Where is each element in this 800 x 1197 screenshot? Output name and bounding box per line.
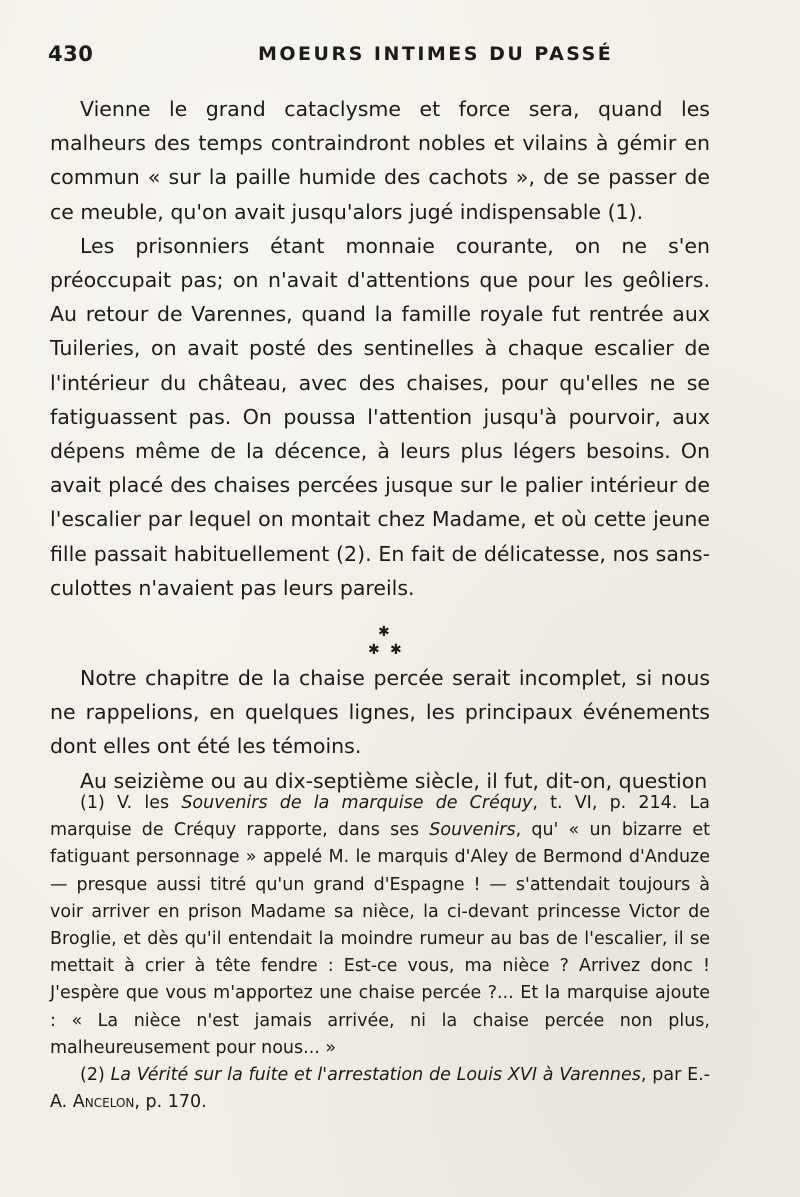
paragraph-3: Notre chapitre de la chaise percée serait incomplet, si nous ne rappelions, en quelques lignes, les principaux événements dont elles ont été les témoins.	[50, 666, 710, 759]
paragraph-1: Vienne le grand cataclysme et force sera, quand les malheurs des temps contraindront nobles et vilains à gémir en commun « sur la paille humide des cachots », de se passer de ce meuble, qu'on avait jusqu'alors jugé indispensable (1).	[50, 97, 710, 224]
footnote-2-text: , p. 170.	[134, 1092, 207, 1113]
footnote-1-mid: , t. VI, p. 214. La marquise de Créquy rapporte, dans ses	[50, 793, 711, 841]
asterism-star: ✱	[390, 642, 402, 659]
footnote-1-title2: Souvenirs	[429, 820, 516, 841]
footnote-2-title: La Vérité sur la fuite et l'arrestation de Louis XVI à Varennes	[110, 1065, 641, 1086]
asterism-star: ✱	[378, 624, 390, 641]
asterism-star: ✱	[368, 642, 380, 659]
main-text	[50, 92, 710, 798]
running-title: MOEURS INTIMES DU PASSÉ	[258, 43, 614, 65]
footnotes	[50, 790, 710, 1116]
footnote-2-mid: , par	[640, 1065, 688, 1086]
footnote-1-text: , qu' « un bizarre et fatiguant personnage » appelé M. le marquis d'Aley de Bermond d'Anduze — presque aussi titré qu'un grand d'Espagne ! — s'attendait toujours à voir arriver en prison Madame sa nièce, la ci-devant princesse Victor de Broglie, et dès qu'il entendait la moindre rumeur au bas de l'escalier, il se mettait à crier à tête fendre : Est-ce vous, ma nièce ? Arrivez donc ! J'espère que vous m'apportez une chaise percée ?... Et la marquise ajoute : « La nièce n'est jamais arrivée, ni la chaise percée non plus, malheureusement pour nous... »	[50, 820, 710, 1058]
footnote-1	[50, 790, 710, 1062]
paragraph-4: Au seizième ou au dix-septième siècle, il fut, dit-on, question	[80, 768, 708, 793]
footnote-2-prefix: (2)	[80, 1065, 111, 1086]
footnote-2	[50, 1062, 710, 1116]
paragraph-2: Les prisonniers étant monnaie courante, on ne s'en préoccupait pas; on n'avait d'attentions que pour les geôliers. Au retour de Varennes, quand la famille royale fut rentrée aux Tuileries, on avait posté des sentinelles à chaque escalier de l'intérieur du château, avec des chaises, pour qu'elles ne se fatiguassent pas. On poussa l'attention jusqu'à pourvoir, aux dépens même de la décence, à leurs plus légers besoins. On avait placé des chaises percées jusque sur le palier intérieur de l'escalier par lequel on montait chez Madame, et où cette jeune fille passait habituellement (2). En fait de délicatesse, nos sans-culottes n'avaient pas leurs pareils.	[50, 233, 710, 600]
footnote-1-prefix: (1) V. les	[80, 793, 182, 813]
page-header	[48, 42, 736, 72]
page-number: 430	[48, 42, 94, 66]
footnote-2-author: E.-A. Ancelon	[50, 1065, 710, 1113]
section-separator	[50, 605, 710, 661]
footnote-1-title: Souvenirs de la marquise de Créquy	[181, 793, 533, 813]
